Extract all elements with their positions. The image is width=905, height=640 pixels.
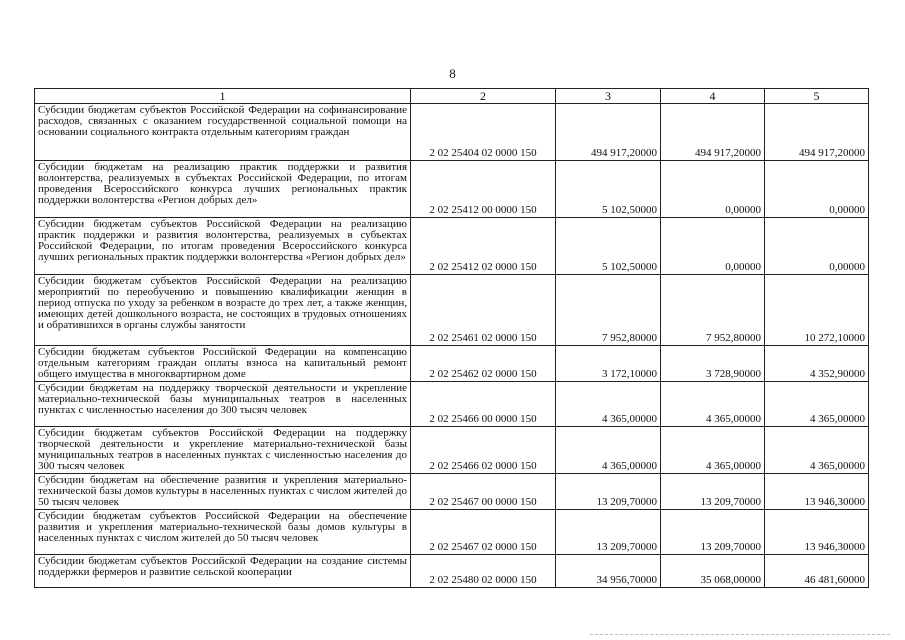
row-code: 2 02 25480 02 0000 150: [411, 555, 556, 588]
scan-artifact: [590, 634, 890, 639]
header-col-5: 5: [765, 89, 869, 104]
row-value-col4: 4 365,00000: [661, 382, 765, 427]
row-value-col3: 13 209,70000: [556, 510, 661, 555]
row-value-col4: 35 068,00000: [661, 555, 765, 588]
row-value-col3: 7 952,80000: [556, 275, 661, 346]
row-value-col5: 46 481,60000: [765, 555, 869, 588]
header-col-1: 1: [35, 89, 411, 104]
row-value-col5: 13 946,30000: [765, 510, 869, 555]
table-row: [35, 474, 869, 510]
header-col-3: 3: [556, 89, 661, 104]
row-description: Субсидии бюджетам субъектов Российской Федерации на поддержку творческой деятельности и укрепление материально-технической базы муниципальных театров в населенных пунктах с численностью населения до 300 тысяч человек: [35, 427, 411, 474]
row-code: 2 02 25412 02 0000 150: [411, 218, 556, 275]
row-value-col4: 3 728,90000: [661, 346, 765, 382]
row-description: Субсидии бюджетам на поддержку творческой деятельности и укрепление материально-технической базы муниципальных театров в населенных пунктах с численностью населения до 300 тысяч человек: [35, 382, 411, 427]
table-row: [35, 161, 869, 218]
row-description: Субсидии бюджетам субъектов Российской Федерации на создание системы поддержки фермеров и развитие сельской кооперации: [35, 555, 411, 588]
table-row: [35, 510, 869, 555]
row-value-col4: 13 209,70000: [661, 510, 765, 555]
row-value-col4: 494 917,20000: [661, 104, 765, 161]
row-description: Субсидии бюджетам субъектов Российской Федерации на софинансирование расходов, связанных с оказанием государственной социальной помощи на основании социального контракта отдельным категориям граждан: [35, 104, 411, 161]
row-value-col3: 5 102,50000: [556, 218, 661, 275]
row-code: 2 02 25412 00 0000 150: [411, 161, 556, 218]
row-value-col4: 0,00000: [661, 218, 765, 275]
row-value-col4: 13 209,70000: [661, 474, 765, 510]
row-value-col3: 4 365,00000: [556, 427, 661, 474]
row-description: Субсидии бюджетам на обеспечение развития и укрепления материально-технической базы домов культуры в населенных пунктах с числом жителей до 50 тысяч человек: [35, 474, 411, 510]
row-value-col5: 0,00000: [765, 161, 869, 218]
row-value-col3: 5 102,50000: [556, 161, 661, 218]
row-value-col3: 34 956,70000: [556, 555, 661, 588]
row-value-col5: 4 365,00000: [765, 382, 869, 427]
row-value-col3: 13 209,70000: [556, 474, 661, 510]
table-row: [35, 275, 869, 346]
row-value-col3: 494 917,20000: [556, 104, 661, 161]
row-value-col4: 4 365,00000: [661, 427, 765, 474]
row-description: Субсидии бюджетам субъектов Российской Федерации на реализацию практик поддержки и развития волонтерства, реализуемых в субъектах Российской Федерации, по итогам проведения Всероссийского конкурса лучших региональных практик поддержки волонтерства «Регион добрых дел»: [35, 218, 411, 275]
row-code: 2 02 25461 02 0000 150: [411, 275, 556, 346]
row-value-col3: 4 365,00000: [556, 382, 661, 427]
row-description: Субсидии бюджетам субъектов Российской Федерации на компенсацию отдельным категориям граждан оплаты взноса на капитальный ремонт общего имущества в многоквартирном доме: [35, 346, 411, 382]
row-code: 2 02 25404 02 0000 150: [411, 104, 556, 161]
row-value-col5: 4 352,90000: [765, 346, 869, 382]
row-value-col5: 494 917,20000: [765, 104, 869, 161]
row-code: 2 02 25462 02 0000 150: [411, 346, 556, 382]
row-description: Субсидии бюджетам субъектов Российской Федерации на реализацию мероприятий по переобучению и повышению квалификации женщин в период отпуска по уходу за ребенком в возрасте до трех лет, а также женщин, имеющих детей дошкольного возраста, не состоящих в трудовых отношениях и обратившихся в органы службы занятости: [35, 275, 411, 346]
row-code: 2 02 25467 02 0000 150: [411, 510, 556, 555]
budget-table: [34, 88, 869, 588]
table-row: [35, 218, 869, 275]
row-value-col3: 3 172,10000: [556, 346, 661, 382]
table-row: [35, 346, 869, 382]
row-code: 2 02 25466 00 0000 150: [411, 382, 556, 427]
table-row: [35, 555, 869, 588]
page-number: 8: [449, 66, 456, 81]
row-description: Субсидии бюджетам субъектов Российской Федерации на обеспечение развития и укрепления материально-технической базы домов культуры в населенных пунктах с числом жителей до 50 тысяч человек: [35, 510, 411, 555]
table-row: [35, 382, 869, 427]
row-value-col5: 13 946,30000: [765, 474, 869, 510]
row-value-col5: 0,00000: [765, 218, 869, 275]
table-row: [35, 427, 869, 474]
row-code: 2 02 25466 02 0000 150: [411, 427, 556, 474]
row-value-col5: 10 272,10000: [765, 275, 869, 346]
table-row: [35, 104, 869, 161]
row-value-col4: 0,00000: [661, 161, 765, 218]
header-col-4: 4: [661, 89, 765, 104]
row-code: 2 02 25467 00 0000 150: [411, 474, 556, 510]
row-value-col4: 7 952,80000: [661, 275, 765, 346]
header-col-2: 2: [411, 89, 556, 104]
table-header-row: [35, 89, 869, 104]
row-value-col5: 4 365,00000: [765, 427, 869, 474]
row-description: Субсидии бюджетам на реализацию практик поддержки и развития волонтерства, реализуемых в субъектах Российской Федерации, по итогам проведения Всероссийского конкурса лучших региональных практик поддержки волонтерства «Регион добрых дел»: [35, 161, 411, 218]
